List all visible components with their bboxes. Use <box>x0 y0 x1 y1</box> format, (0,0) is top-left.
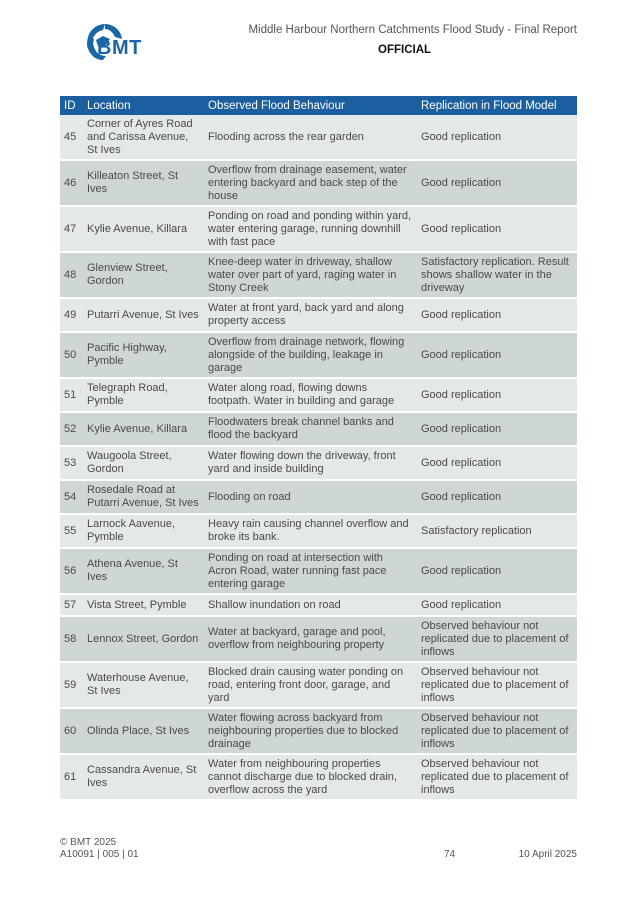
cell-replication: Observed behaviour not replicated due to placement of inflows <box>417 755 577 801</box>
cell-location: Pacific Highway, Pymble <box>83 333 204 379</box>
column-header-location: Location <box>83 96 204 115</box>
cell-replication: Good replication <box>417 447 577 481</box>
table-row <box>60 595 577 617</box>
logo-text: BMT <box>97 37 142 59</box>
classification-label: OFFICIAL <box>378 44 432 56</box>
cell-location: Killeaton Street, St Ives <box>83 161 204 207</box>
cell-behaviour: Shallow inundation on road <box>204 595 417 617</box>
table-row <box>60 161 577 207</box>
cell-id: 49 <box>60 299 83 333</box>
cell-location: Putarri Avenue, St Ives <box>83 299 204 333</box>
flood-observations-table <box>60 96 577 801</box>
cell-location: Lennox Street, Gordon <box>83 617 204 663</box>
table-row <box>60 709 577 755</box>
column-header-id: ID <box>60 96 83 115</box>
cell-replication: Satisfactory replication. Result shows shallow water in the driveway <box>417 253 577 299</box>
cell-behaviour: Ponding on road at intersection with Acron Road, water running fast pace entering garage <box>204 549 417 595</box>
cell-replication: Good replication <box>417 207 577 253</box>
table-header-row <box>60 96 577 115</box>
cell-behaviour: Overflow from drainage easement, water entering backyard and back step of the house <box>204 161 417 207</box>
footer-date: 10 April 2025 <box>518 849 577 860</box>
cell-replication: Good replication <box>417 333 577 379</box>
cell-replication: Observed behaviour not replicated due to placement of inflows <box>417 663 577 709</box>
cell-location: Athena Avenue, St Ives <box>83 549 204 595</box>
cell-location: Larnock Aavenue, Pymble <box>83 515 204 549</box>
cell-id: 59 <box>60 663 83 709</box>
table-row <box>60 413 577 447</box>
cell-behaviour: Flooding on road <box>204 481 417 515</box>
cell-id: 48 <box>60 253 83 299</box>
table-row <box>60 481 577 515</box>
cell-replication: Good replication <box>417 379 577 413</box>
footer-doc-ref: A10091 | 005 | 01 <box>60 849 139 860</box>
cell-behaviour: Blocked drain causing water ponding on road, entering front door, garage, and yard <box>204 663 417 709</box>
cell-replication: Good replication <box>417 413 577 447</box>
cell-behaviour: Water at backyard, garage and pool, overflow from neighbouring property <box>204 617 417 663</box>
cell-id: 45 <box>60 115 83 161</box>
cell-behaviour: Water flowing down the driveway, front yard and inside building <box>204 447 417 481</box>
table-row <box>60 755 577 801</box>
cell-behaviour: Flooding across the rear garden <box>204 115 417 161</box>
cell-location: Cassandra Avenue, St Ives <box>83 755 204 801</box>
cell-id: 57 <box>60 595 83 617</box>
cell-id: 60 <box>60 709 83 755</box>
cell-replication: Good replication <box>417 115 577 161</box>
table-row <box>60 207 577 253</box>
cell-replication: Observed behaviour not replicated due to placement of inflows <box>417 617 577 663</box>
cell-location: Rosedale Road at Putarri Avenue, St Ives <box>83 481 204 515</box>
cell-behaviour: Ponding on road and ponding within yard, water entering garage, running downhill with fast pace <box>204 207 417 253</box>
cell-location: Glenview Street, Gordon <box>83 253 204 299</box>
cell-location: Kylie Avenue, Killara <box>83 207 204 253</box>
table-row <box>60 663 577 709</box>
cell-id: 46 <box>60 161 83 207</box>
cell-behaviour: Water along road, flowing downs footpath. Water in building and garage <box>204 379 417 413</box>
cell-id: 55 <box>60 515 83 549</box>
cell-replication: Good replication <box>417 299 577 333</box>
cell-id: 52 <box>60 413 83 447</box>
footer-page-number: 74 <box>444 849 456 860</box>
cell-replication: Good replication <box>417 161 577 207</box>
table-row <box>60 617 577 663</box>
cell-id: 54 <box>60 481 83 515</box>
cell-location: Kylie Avenue, Killara <box>83 413 204 447</box>
cell-id: 61 <box>60 755 83 801</box>
table-row <box>60 549 577 595</box>
cell-id: 58 <box>60 617 83 663</box>
column-header-replication: Replication in Flood Model <box>417 96 577 115</box>
cell-location: Olinda Place, St Ives <box>83 709 204 755</box>
cell-location: Telegraph Road, Pymble <box>83 379 204 413</box>
cell-replication: Good replication <box>417 481 577 515</box>
cell-behaviour: Floodwaters break channel banks and flood the backyard <box>204 413 417 447</box>
report-title: Middle Harbour Northern Catchments Flood Study - Final Report <box>248 24 577 36</box>
table-row <box>60 115 577 161</box>
cell-id: 50 <box>60 333 83 379</box>
cell-location: Waterhouse Avenue, St Ives <box>83 663 204 709</box>
cell-id: 53 <box>60 447 83 481</box>
column-header-behaviour: Observed Flood Behaviour <box>204 96 417 115</box>
table-row <box>60 299 577 333</box>
cell-replication: Good replication <box>417 595 577 617</box>
table-row <box>60 253 577 299</box>
cell-behaviour: Heavy rain causing channel overflow and broke its bank. <box>204 515 417 549</box>
cell-id: 51 <box>60 379 83 413</box>
cell-behaviour: Water flowing across backyard from neighbouring properties due to blocked drainage <box>204 709 417 755</box>
cell-id: 47 <box>60 207 83 253</box>
table-row <box>60 333 577 379</box>
cell-replication: Good replication <box>417 549 577 595</box>
cell-id: 56 <box>60 549 83 595</box>
cell-location: Vista Street, Pymble <box>83 595 204 617</box>
cell-replication: Observed behaviour not replicated due to placement of inflows <box>417 709 577 755</box>
table-row <box>60 515 577 549</box>
table-row <box>60 379 577 413</box>
cell-replication: Satisfactory replication <box>417 515 577 549</box>
footer-copyright: © BMT 2025 <box>60 837 117 848</box>
cell-behaviour: Knee-deep water in driveway, shallow water over part of yard, raging water in Stony Creek <box>204 253 417 299</box>
cell-behaviour: Overflow from drainage network, flowing alongside of the building, leakage in garage <box>204 333 417 379</box>
table-row <box>60 447 577 481</box>
cell-behaviour: Water from neighbouring properties cannot discharge due to blocked drain, overflow across the yard <box>204 755 417 801</box>
cell-location: Waugoola Street, Gordon <box>83 447 204 481</box>
cell-behaviour: Water at front yard, back yard and along property access <box>204 299 417 333</box>
cell-location: Corner of Ayres Road and Carissa Avenue, St Ives <box>83 115 204 161</box>
